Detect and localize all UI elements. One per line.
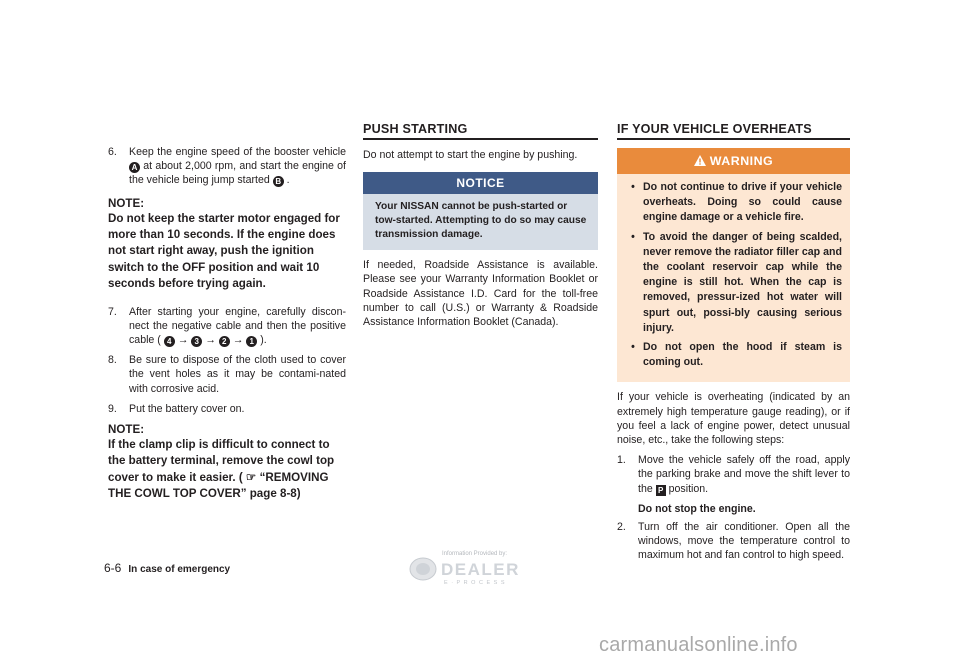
arrow-icon: → bbox=[205, 334, 216, 347]
site-watermark: carmanualsonline.info bbox=[599, 634, 798, 656]
warning-list bbox=[617, 174, 850, 382]
warning-item bbox=[623, 230, 842, 336]
marker-a-icon: A bbox=[129, 162, 140, 173]
section-heading-push-starting: PUSH STARTING bbox=[363, 122, 598, 140]
warning-item-text: To avoid the danger of being scalded, never remove the radiator filler cap and the coolant reservoir cap while the engine is still hot. When the cap is removed, pressur-ized hot water will spurt out, possi-bly causing serious injury. bbox=[643, 230, 842, 334]
step-text: Move the vehicle safely off the road, apply the parking brake and move the shift lever to the bbox=[638, 454, 850, 495]
marker-2-icon: 2 bbox=[219, 336, 230, 347]
page-number: 6-6 bbox=[104, 561, 122, 575]
arrow-icon: → bbox=[232, 334, 244, 347]
warning-triangle-icon bbox=[694, 154, 710, 168]
park-position-icon: P bbox=[656, 485, 666, 496]
notice-text: Your NISSAN cannot be push-started or tow-started. Attempting to do so may cause transmission damage. bbox=[375, 201, 587, 241]
step-number: 9. bbox=[108, 402, 117, 415]
step-number: 6. bbox=[108, 146, 117, 158]
overheat-step-2 bbox=[617, 520, 850, 563]
right-column bbox=[617, 148, 850, 569]
notice-title: NOTICE bbox=[363, 172, 598, 194]
marker-4-icon: 4 bbox=[164, 336, 175, 347]
step-text: Be sure to dispose of the cloth used to cover the vent holes as it may be contami-nated with corrosive acid. bbox=[129, 354, 346, 395]
step-8 bbox=[108, 353, 346, 396]
chapter-title: In case of emergency bbox=[128, 564, 231, 575]
step-number: 2. bbox=[617, 521, 626, 534]
step-number: 1. bbox=[617, 454, 626, 467]
warning-item-text: Do not continue to drive if your vehicle overheats. Doing so could cause engine damage or a vehicle fire. bbox=[643, 181, 842, 224]
left-column bbox=[108, 145, 346, 503]
note-label: NOTE: bbox=[108, 196, 145, 210]
step-text: After starting your engine, carefully discon-nect the negative cable and then the positive cable ( bbox=[129, 305, 346, 347]
note-text-part: “REMOVING THE COWL TOP COVER” page 8-8) bbox=[108, 470, 329, 501]
see-reference-icon: ☞ bbox=[245, 470, 257, 484]
note-text: Do not keep the starter motor engaged for more than 10 seconds. If the engine does not start right away, push the ignition switch to the OFF position and wait 10 seconds before trying again. bbox=[108, 211, 340, 291]
step-text: . bbox=[286, 174, 290, 187]
step-9 bbox=[108, 402, 346, 416]
warning-item bbox=[623, 340, 842, 370]
step-6 bbox=[108, 145, 346, 188]
step-text: position. bbox=[668, 482, 709, 495]
dealer-caption: Information Provided by: bbox=[442, 551, 508, 557]
step-number: 7. bbox=[108, 305, 117, 318]
overheat-paragraph: If your vehicle is overheating (indicated by an extremely high temperature gauge reading), or if you feel a lack of engine power, detect unusual noise, etc., take the following steps: bbox=[617, 391, 850, 447]
step-number: 8. bbox=[108, 354, 117, 367]
bullet-icon: • bbox=[631, 230, 635, 243]
note-text-part: If the clamp clip is difficult to connect to the battery terminal, remove the cowl top cover to make it easier. ( bbox=[108, 438, 335, 484]
notice-box bbox=[363, 172, 598, 250]
note-label: NOTE: bbox=[108, 423, 145, 437]
step-text: Put the battery cover on. bbox=[129, 402, 245, 415]
warning-item bbox=[623, 180, 842, 226]
step-text: at about 2,000 rpm, and start the engine of the vehicle being jump started bbox=[129, 160, 346, 187]
step-text: ). bbox=[260, 334, 267, 347]
step-text: Turn off the air conditioner. Open all the windows, move the temperature control to maximum hot and fan control to high speed. bbox=[638, 521, 850, 562]
overheat-step-1 bbox=[617, 453, 850, 516]
bullet-icon: • bbox=[631, 181, 635, 193]
warning-item-text: Do not open the hood if steam is coming out. bbox=[643, 341, 842, 369]
marker-1-icon: 1 bbox=[246, 336, 257, 347]
marker-b-icon: B bbox=[273, 176, 284, 187]
section-heading-overheats: IF YOUR VEHICLE OVERHEATS bbox=[617, 122, 850, 140]
marker-3-icon: 3 bbox=[191, 336, 202, 347]
arrow-icon: → bbox=[177, 334, 189, 347]
step-text: Keep the engine speed of the booster vehicle bbox=[129, 146, 346, 158]
warning-title bbox=[617, 148, 850, 174]
dealer-logo bbox=[408, 547, 544, 587]
bullet-icon: • bbox=[631, 341, 635, 354]
note-text bbox=[108, 437, 346, 503]
warning-box bbox=[617, 148, 850, 382]
step-emphasis: Do not stop the engine. bbox=[638, 502, 756, 515]
middle-column bbox=[363, 148, 598, 329]
intro-text: Do not attempt to start the engine by pushing. bbox=[363, 149, 578, 161]
dealer-subtitle: E · P R O C E S S bbox=[444, 580, 506, 586]
step-7 bbox=[108, 305, 346, 348]
warning-title-text: WARNING bbox=[709, 154, 774, 168]
roadside-paragraph: If needed, Roadside Assistance is available. Please see your Warranty Information Booklet or Roadside Assistance I.D. Card for the toll-free number to call (U.S.) or Warranty & Roadside Assistance Information Booklet (Canada). bbox=[363, 259, 598, 329]
page-footer bbox=[104, 561, 230, 575]
dealer-name: DEALER bbox=[441, 560, 520, 579]
